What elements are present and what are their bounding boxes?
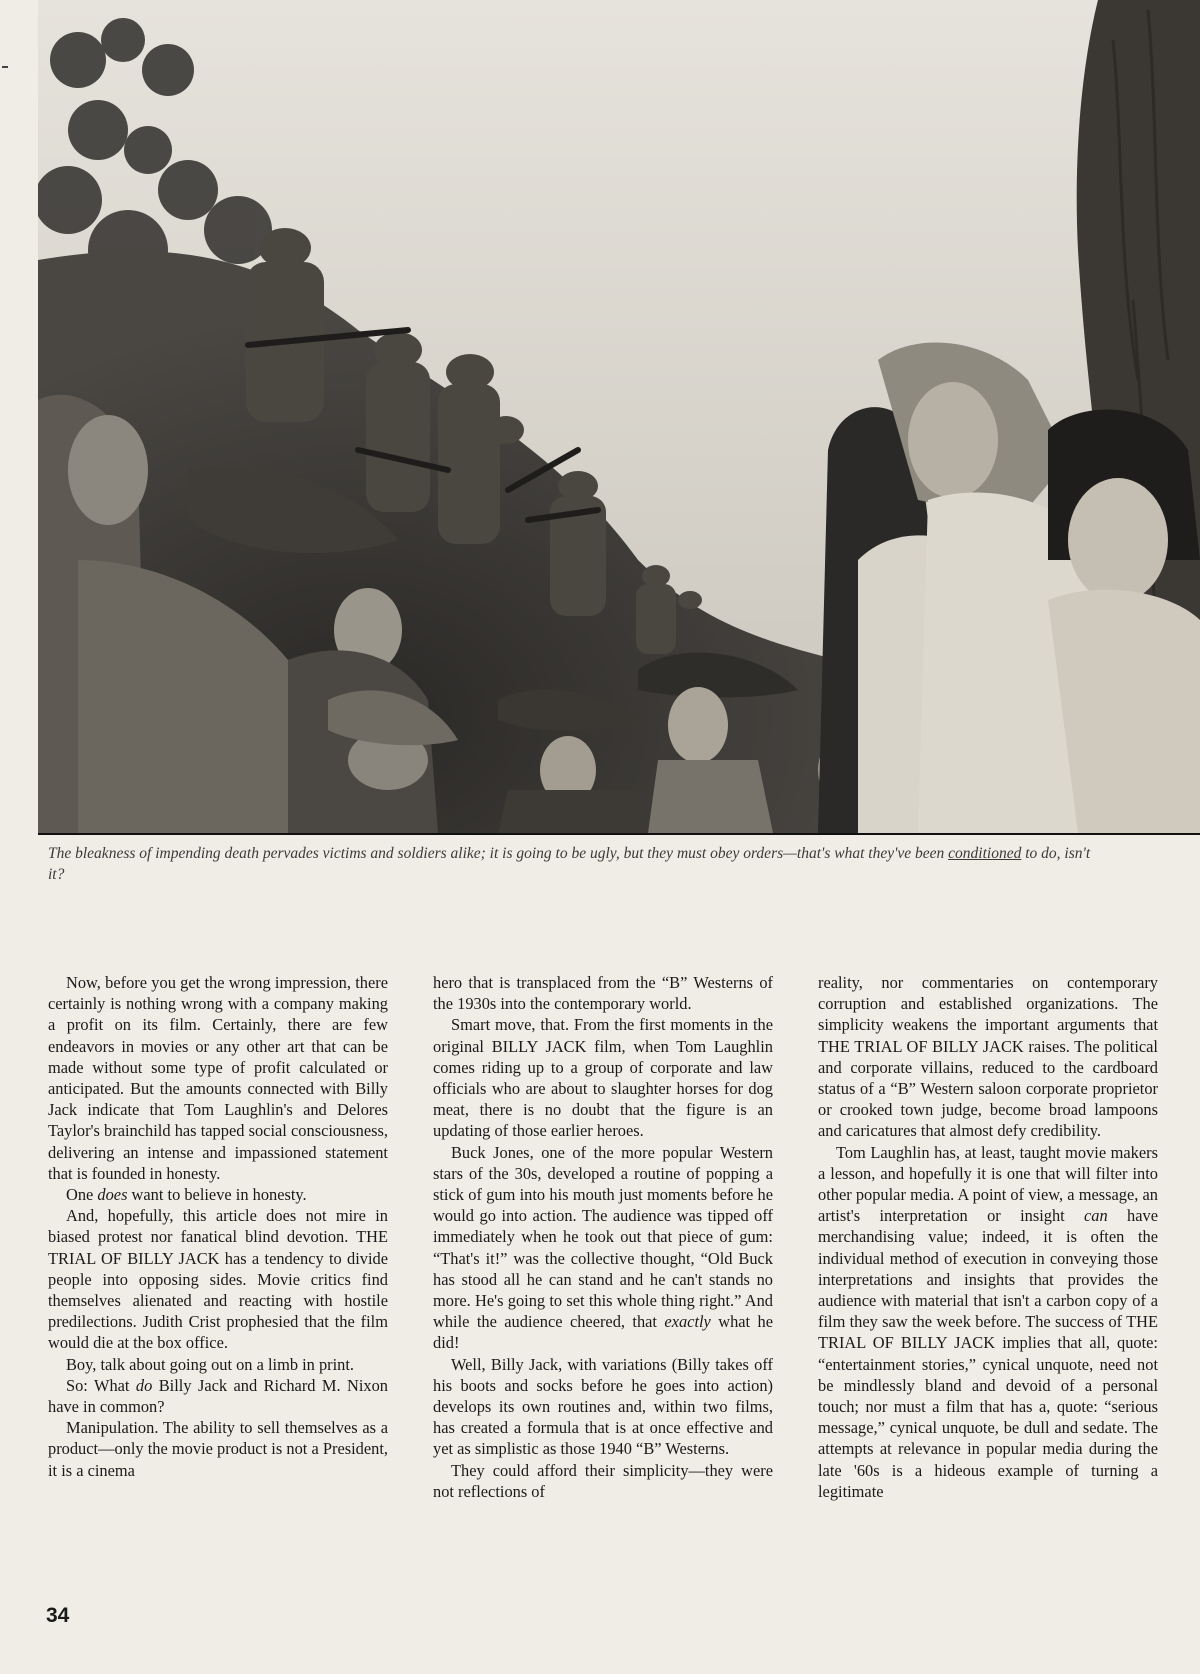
- paragraph-text: want to believe in honesty.: [127, 1185, 307, 1205]
- photo-illustration: [38, 0, 1200, 833]
- column-1: [48, 972, 388, 1602]
- film-still-photo: [38, 0, 1200, 835]
- emphasis: do: [135, 1375, 153, 1395]
- photo-caption: [48, 843, 1108, 885]
- article-body: [48, 972, 1158, 1602]
- emphasis: exactly: [664, 1312, 711, 1332]
- paragraph: They could afford their simplicity—they were not reflections of: [433, 1460, 773, 1501]
- paragraph: [433, 1142, 773, 1354]
- paragraph: reality, nor commentaries on contemporary corruption and established organizations. The simplicity weakens the important arguments that THE TRIAL OF BILLY JACK raises. The political and corporate villains, reduced to the cardboard status of a “B” Western saloon corporate proprietor or crooked town judge, become broad lampoons and caricatures that almost defy credibility.: [818, 973, 1158, 1141]
- paragraph-text: So: What: [66, 1375, 136, 1395]
- emphasis: can: [1084, 1206, 1108, 1226]
- emphasis: does: [97, 1185, 128, 1205]
- paragraph-text: Buck Jones, one of the more popular Western stars of the 30s, developed a routine of popping a stick of gum into his mouth just moments before he would go into action. The audience was tipped off immediately when he took out that piece of gum: “That's it!” was the collective thought, “Old Buck has stood all he can stand and he can't stands no more. He's going to set this whole thing right.” And while the audience cheered, that: [433, 1142, 773, 1332]
- caption-text-end: to do, isn't it?: [48, 845, 1091, 883]
- paragraph: Well, Billy Jack, with variations (Billy takes off his boots and socks before he goes into action) develops its own routines and, within two films, has created a formula that is at once effective and yet as simplistic as those 1940 “B” Westerns.: [433, 1354, 773, 1459]
- margin-mark: [2, 66, 8, 68]
- paragraph-text: what he did!: [433, 1312, 774, 1353]
- paragraph: [48, 1375, 388, 1417]
- paragraph-text: Billy Jack and Richard M. Nixon have in common?: [48, 1375, 388, 1417]
- paragraph-text: One: [66, 1185, 98, 1205]
- paragraph: [818, 1142, 1158, 1502]
- paragraph-text: have merchandising value; indeed, it is often the individual method of execution in conveying those interpretations and insights that provides the audience with material that isn't a carbon copy of a film they saw the week before. The success of THE TRIAL OF BILLY JACK implies that all, quote: “entertainment stories,” cynical unquote, need not be mindlessly bland and devoid of a personal touch; nor must a film that has a, quote: “serious message,” cynical unquote, be dull and sedate. The attempts at relevance in popular media during the late '60s is a hideous example of turning a legitimate: [818, 1206, 1158, 1501]
- caption-text-start: The bleakness of impending death pervades victims and soldiers alike; it is going to be ugly, but they must obey orders—that's what they've been: [48, 845, 949, 862]
- paragraph: Boy, talk about going out on a limb in print.: [66, 1354, 355, 1374]
- paragraph: Now, before you get the wrong impression, there certainly is nothing wrong with a company making a profit on its film. Certainly, there are few endeavors in movies or any other art that can be made without some type of profit calculated or anticipated. But the amounts connected with Billy Jack indicate that Tom Laughlin's and Delores Taylor's brainchild has tapped social consciousness, delivering an intense and impassioned statement that is founded in honesty.: [48, 973, 388, 1183]
- paragraph: Smart move, that. From the first moments in the original BILLY JACK film, when Tom Laughlin comes riding up to a group of corporate and law officials who are about to slaughter horses for dog meat, there is no doubt that the figure is an updating of those earlier heroes.: [433, 1015, 773, 1141]
- page-number: 34: [46, 1604, 70, 1627]
- paragraph: [48, 1184, 388, 1205]
- paragraph-text: Tom Laughlin has, at least, taught movie makers a lesson, and hopefully it is one that will filter into other popular media. A point of view, a message, an artist's interpretation or insight: [818, 1142, 1158, 1226]
- column-3: [818, 972, 1158, 1602]
- caption-underlined-word: conditioned: [948, 845, 1022, 862]
- paragraph: And, hopefully, this article does not mire in biased protest nor fanatical blind devotion. THE TRIAL OF BILLY JACK has a tendency to divide people into opposing sides. Movie critics find themselves alienated and reacting with hostile predilections. Judith Crist prophesied that the film would die at the box office.: [48, 1206, 388, 1353]
- paragraph: Manipulation. The ability to sell themselves as a product—only the movie product is not a President, it is a cinema: [48, 1418, 388, 1480]
- paragraph: hero that is transplaced from the “B” Westerns of the 1930s into the contemporary world.: [433, 973, 773, 1014]
- column-2: [433, 972, 773, 1602]
